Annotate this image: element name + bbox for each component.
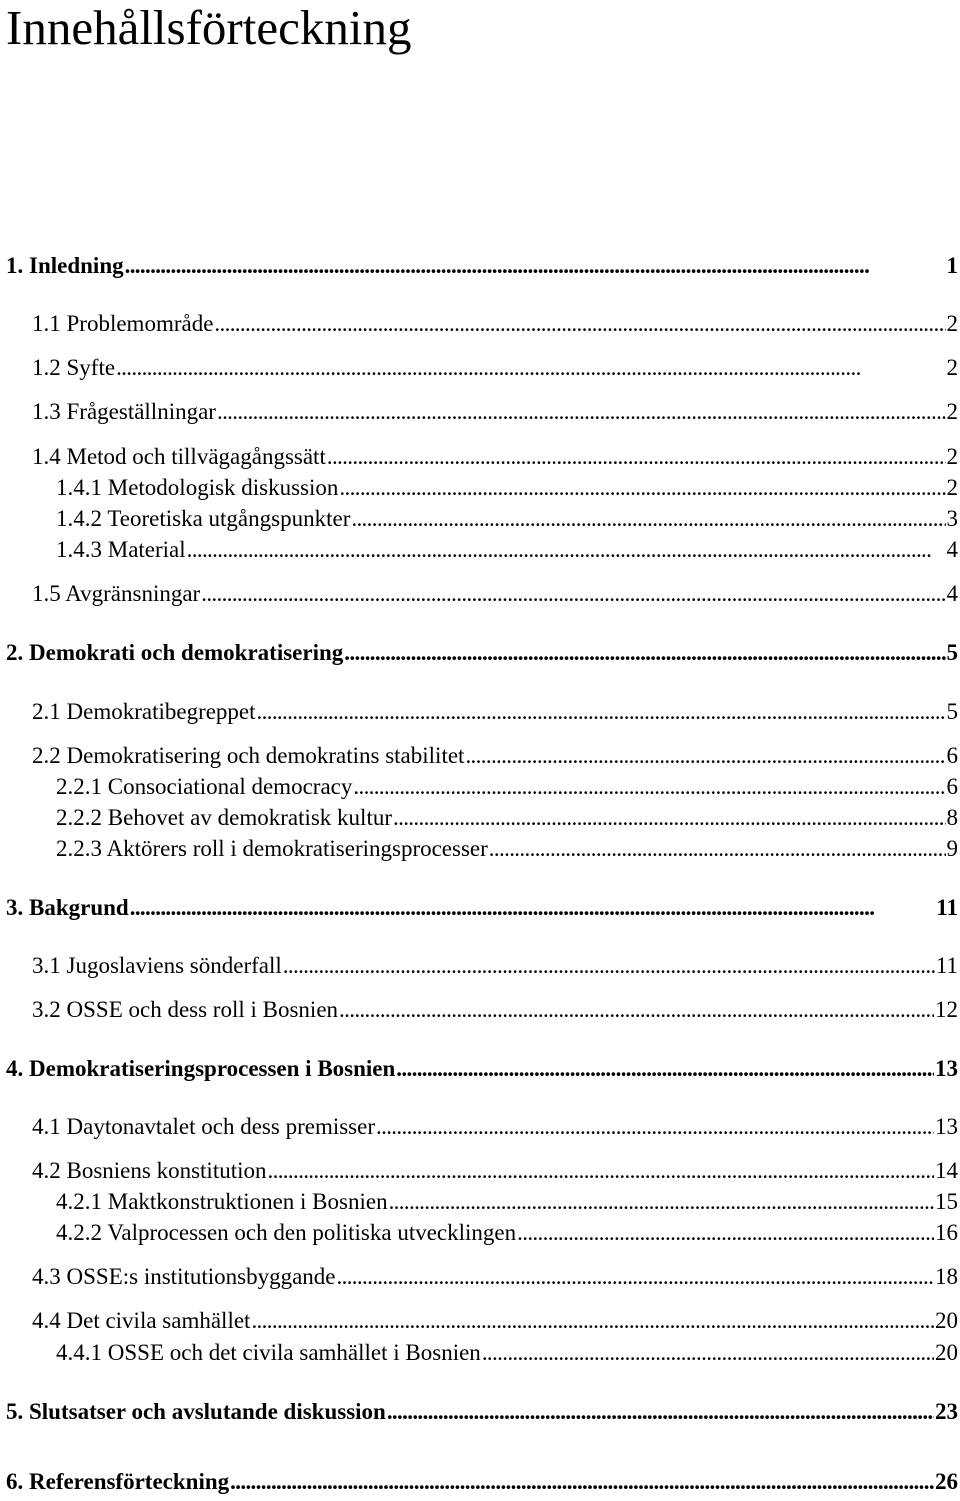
toc-entry-page: 3: [946, 506, 958, 531]
toc-entry-label: 4.1 Daytonavtalet och dess premisser: [32, 1114, 375, 1139]
toc-entry-page: 2: [946, 355, 958, 380]
toc-entry-label: 4.4.1 OSSE och det civila samhället i Bosnien: [56, 1340, 481, 1365]
toc-entry-subsection-4-2-1[interactable]: [56, 1188, 958, 1216]
toc-dot-leader: [268, 1157, 935, 1185]
toc-dot-leader: [387, 1398, 934, 1426]
toc-entry-chapter-1[interactable]: [6, 252, 958, 280]
toc-entry-label: 2.1 Demokratibegreppet: [32, 699, 256, 724]
toc-entry-page: 4: [946, 581, 958, 606]
toc-entry-label: 5. Slutsatser och avslutande diskussion: [6, 1399, 386, 1424]
toc-entry-label: 1.5 Avgränsningar: [32, 581, 201, 606]
toc-entry-section-4-1[interactable]: [32, 1113, 958, 1141]
toc-entry-subsection-1-4-2[interactable]: [56, 505, 958, 533]
toc-dot-leader: [251, 1307, 934, 1335]
toc-entry-page: 5: [946, 640, 958, 665]
toc-dot-leader: [339, 996, 934, 1024]
toc-entry-label: 2.2.1 Consociational democracy: [56, 774, 353, 799]
toc-entry-section-1-1[interactable]: [32, 310, 958, 338]
toc-entry-subsection-1-4-3[interactable]: [56, 536, 958, 564]
page-title: Innehållsförteckning: [6, 0, 412, 55]
toc-entry-section-1-4[interactable]: [32, 443, 958, 471]
toc-entry-page: 6: [946, 774, 958, 799]
toc-entry-page: 6: [946, 743, 958, 768]
toc-entry-page: 13: [935, 1056, 958, 1081]
toc-entry-label: 3. Bakgrund: [6, 895, 129, 920]
toc-entry-label: 4.2 Bosniens konstitution: [32, 1158, 267, 1183]
toc-dot-leader: [489, 835, 946, 863]
toc-entry-page: 2: [946, 399, 958, 424]
toc-dot-leader: [201, 580, 945, 608]
toc-entry-page: 14: [935, 1158, 958, 1183]
toc-dot-leader: [125, 252, 946, 280]
toc-dot-leader: [389, 1188, 934, 1216]
toc-entry-section-2-1[interactable]: [32, 698, 958, 726]
toc-entry-chapter-6[interactable]: [6, 1468, 958, 1496]
toc-entry-subsection-2-2-1[interactable]: [56, 773, 958, 801]
toc-dot-leader: [257, 698, 946, 726]
toc-entry-section-4-3[interactable]: [32, 1263, 958, 1291]
toc-entry-chapter-2[interactable]: [6, 639, 958, 667]
toc-entry-page: 4: [946, 537, 958, 562]
toc-entry-label: 6. Referensförteckning: [6, 1469, 230, 1494]
toc-dot-leader: [214, 310, 945, 338]
toc-entry-chapter-4[interactable]: [6, 1055, 958, 1083]
toc-dot-leader: [130, 894, 936, 922]
toc-dot-leader: [376, 1113, 934, 1141]
toc-entry-page: 20: [935, 1308, 958, 1333]
toc-dot-leader: [339, 474, 945, 502]
toc-dot-leader: [465, 742, 945, 770]
toc-entry-subsection-1-4-1[interactable]: [56, 474, 958, 502]
toc-entry-page: 2: [946, 311, 958, 336]
toc-entry-label: 4.2.1 Maktkonstruktionen i Bosnien: [56, 1189, 388, 1214]
toc-entry-page: 2: [946, 444, 958, 469]
toc-entry-page: 15: [935, 1189, 958, 1214]
toc-dot-leader: [116, 354, 945, 382]
toc-entry-section-4-4[interactable]: [32, 1307, 958, 1335]
toc-dot-leader: [187, 536, 946, 564]
toc-entry-section-1-2[interactable]: [32, 354, 958, 382]
toc-dot-leader: [217, 398, 946, 426]
toc-dot-leader: [353, 773, 945, 801]
toc-dot-leader: [517, 1219, 934, 1247]
toc-entry-section-1-5[interactable]: [32, 580, 958, 608]
toc-entry-subsection-2-2-2[interactable]: [56, 804, 958, 832]
toc-entry-section-1-3[interactable]: [32, 398, 958, 426]
toc-dot-leader: [337, 1263, 935, 1291]
toc-entry-label: 1.4.3 Material: [56, 537, 186, 562]
toc-entry-label: 4.4 Det civila samhället: [32, 1308, 251, 1333]
toc-entry-label: 3.2 OSSE och dess roll i Bosnien: [32, 997, 339, 1022]
toc-entry-page: 11: [935, 953, 958, 978]
toc-entry-label: 2. Demokrati och demokratisering: [6, 640, 344, 665]
toc-entry-label: 4. Demokratiseringsprocessen i Bosnien: [6, 1056, 396, 1081]
toc-entry-subsection-4-4-1[interactable]: [56, 1339, 958, 1367]
toc-entry-section-4-2[interactable]: [32, 1157, 958, 1185]
toc-entry-section-3-1[interactable]: [32, 952, 958, 980]
toc-entry-label: 4.3 OSSE:s institutionsbyggande: [32, 1264, 336, 1289]
toc-entry-label: 1.1 Problemområde: [32, 311, 214, 336]
toc-entry-page: 12: [935, 997, 958, 1022]
toc-entry-label: 3.1 Jugoslaviens sönderfall: [32, 953, 282, 978]
toc-entry-page: 20: [935, 1340, 958, 1365]
toc-entry-page: 8: [946, 805, 958, 830]
toc-dot-leader: [230, 1468, 934, 1496]
toc-entry-label: 1.3 Frågeställningar: [32, 399, 216, 424]
toc-entry-section-2-2[interactable]: [32, 742, 958, 770]
toc-dot-leader: [396, 1055, 934, 1083]
toc-entry-page: 16: [935, 1220, 958, 1245]
toc-entry-subsection-2-2-3[interactable]: [56, 835, 958, 863]
toc-entry-subsection-4-2-2[interactable]: [56, 1219, 958, 1247]
toc-entry-label: 1.2 Syfte: [32, 355, 116, 380]
toc-entry-page: 13: [935, 1114, 958, 1139]
toc-entry-label: 2.2 Demokratisering och demokratins stabilitet: [32, 743, 465, 768]
toc-entry-page: 11: [936, 895, 958, 920]
toc-entry-label: 1.4.2 Teoretiska utgångspunkter: [56, 506, 351, 531]
toc-dot-leader: [351, 505, 945, 533]
toc-dot-leader: [482, 1339, 934, 1367]
toc-entry-page: 9: [946, 836, 958, 861]
toc-entry-label: 2.2.3 Aktörers roll i demokratiseringsprocesser: [56, 836, 488, 861]
toc-entry-section-3-2[interactable]: [32, 996, 958, 1024]
toc-entry-page: 18: [935, 1264, 958, 1289]
toc-entry-chapter-5[interactable]: [6, 1398, 958, 1426]
toc-entry-label: 1.4 Metod och tillvägagångssätt: [32, 444, 326, 469]
toc-dot-leader: [393, 804, 946, 832]
toc-dot-leader: [327, 443, 946, 471]
toc-entry-page: 5: [946, 699, 958, 724]
toc-entry-label: 4.2.2 Valprocessen och den politiska utvecklingen: [56, 1220, 517, 1245]
toc-entry-page: 26: [935, 1469, 958, 1494]
toc-entry-page: 1: [946, 253, 958, 278]
toc-entry-label: 1.4.1 Metodologisk diskussion: [56, 475, 339, 500]
toc-entry-page: 23: [935, 1399, 958, 1424]
toc-dot-leader: [344, 639, 945, 667]
toc-entry-label: 1. Inledning: [6, 253, 124, 278]
toc-dot-leader: [283, 952, 935, 980]
toc-entry-label: 2.2.2 Behovet av demokratisk kultur: [56, 805, 392, 830]
toc-entry-chapter-3[interactable]: [6, 894, 958, 922]
toc-entry-page: 2: [946, 475, 958, 500]
